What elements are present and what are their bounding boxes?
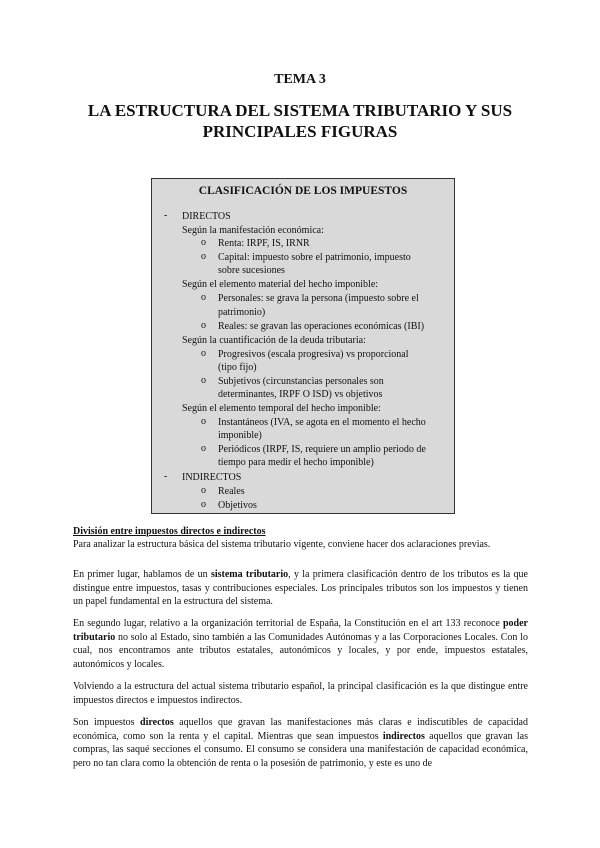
circle-bullet: o xyxy=(201,320,206,331)
page-title xyxy=(60,100,540,142)
criterion-elemento-material: Según el elemento material del hecho imponible: xyxy=(182,279,379,290)
item-subjetivos: Subjetivos (circunstancias personales son xyxy=(218,376,384,387)
item-reales-indirectos: Reales xyxy=(218,486,245,497)
box-title: CLASIFICACIÓN DE LOS IMPUESTOS xyxy=(198,185,408,197)
item-personales: Personales: se grava la persona (impuesto sobre el xyxy=(218,293,419,304)
item-subjetivos-cont: determinantes, IRPF O ISD) vs objetivos xyxy=(218,389,383,400)
item-personales-cont: patrimonio) xyxy=(218,307,266,318)
circle-bullet: o xyxy=(201,251,206,262)
category-indirectos: INDIRECTOS xyxy=(182,472,242,483)
item-renta: Renta: IRPF, IS, IRNR xyxy=(218,238,310,249)
circle-bullet: o xyxy=(201,237,206,248)
dash-bullet: - xyxy=(164,471,168,482)
circle-bullet: o xyxy=(201,375,206,386)
item-capital-cont: sobre sucesiones xyxy=(218,265,285,276)
chapter-number: TEMA 3 xyxy=(274,72,326,87)
item-instantaneos-cont: imponible) xyxy=(218,430,262,441)
dash-bullet: - xyxy=(164,210,168,221)
item-progresivos: Progresivos (escala progresiva) vs proporcional xyxy=(218,349,409,360)
criterion-manifestacion: Según la manifestación económica: xyxy=(182,225,324,236)
circle-bullet: o xyxy=(201,292,206,303)
category-directos: DIRECTOS xyxy=(182,211,231,222)
item-reales: Reales: se gravan las operaciones económicas (IBI) xyxy=(218,321,425,332)
title-line-2: PRINCIPALES FIGURAS xyxy=(202,122,398,141)
paragraph-5: Son impuestos directos aquellos que gravan las manifestaciones más claras e indiscutibles de capacidad económica, como son la renta y el capital. Mientras que sean impuestos indirectos aquellos que gravan las compras, las saqué secciones el consumo. El consumo se considera una manifestación de capacidad económica, pero no tan clara como la obtención de renta o la posesión de patrimonio, y este es uno de xyxy=(73,717,529,769)
item-progresivos-cont: (tipo fijo) xyxy=(218,362,257,373)
item-periodicos: Periódicos (IRPF, IS, requiere un amplio periodo de xyxy=(218,444,426,455)
circle-bullet: o xyxy=(201,348,206,359)
section-heading: División entre impuestos directos e indirectos xyxy=(73,526,266,537)
criterion-cuantificacion: Según la cuantificación de la deuda tributaria: xyxy=(182,335,366,346)
circle-bullet: o xyxy=(201,443,206,454)
paragraph-1: Para analizar la estructura básica del sistema tributario vigente, conviene hacer dos aclaraciones previas. xyxy=(73,539,491,550)
circle-bullet: o xyxy=(201,499,206,510)
item-instantaneos: Instantáneos (IVA, se agota en el momento el hecho xyxy=(218,417,426,428)
item-objetivos: Objetivos xyxy=(218,500,257,511)
paragraph-3: En segundo lugar, relativo a la organización territorial de España, la Constitución en el art 133 reconoce poder tributario no solo al Estado, sino también a las Comunidades Autónomas y a las Corporaciones Locales. Con lo cual, nos encontramos ante tributos estatales, autonómicos y locales, y por ende, impuestos estatales, autonómicos y locales. xyxy=(73,618,528,670)
item-periodicos-cont: tiempo para medir el hecho imponible) xyxy=(218,457,374,468)
circle-bullet: o xyxy=(201,416,206,427)
item-capital: Capital: impuesto sobre el patrimonio, impuesto xyxy=(218,252,411,263)
classification-box xyxy=(151,178,455,514)
paragraph-2: En primer lugar, hablamos de un sistema tributario, y la primera clasificación dentro de los tributos es la que distingue entre impuestos, tasas y contribuciones especiales. Los principales tributos son los impuestos y tienen un papel fundamental en la estructura del sistema. xyxy=(73,569,528,607)
criterion-temporal: Según el elemento temporal del hecho imponible: xyxy=(182,403,381,414)
paragraph-4: Volviendo a la estructura del actual sistema tributario español, la principal clasificación es la que distingue entre impuestos directos e impuestos indirectos. xyxy=(73,681,528,706)
circle-bullet: o xyxy=(201,485,206,496)
title-line-1: LA ESTRUCTURA DEL SISTEMA TRIBUTARIO Y SUS xyxy=(87,101,513,120)
